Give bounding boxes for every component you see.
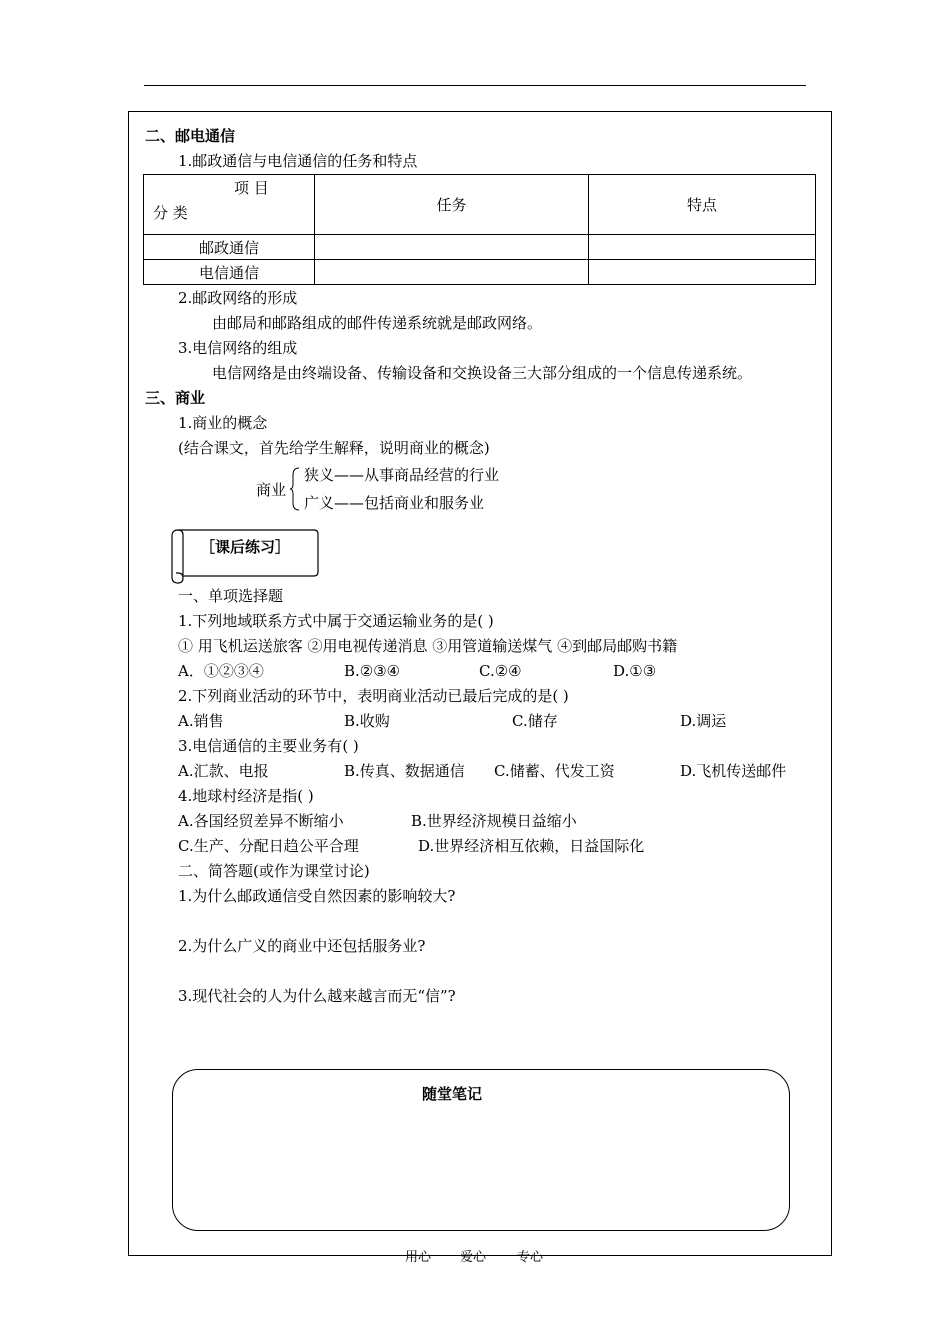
- q2-option-c: C.储存: [512, 712, 558, 730]
- footer-text-2: 爱心: [460, 1250, 487, 1265]
- exercise-banner-title: ［课后练习］: [200, 538, 291, 556]
- q3-option-a: A.汇款、电报: [178, 762, 269, 780]
- q2-option-b: B.收购: [344, 712, 390, 730]
- question-2: 2.下列商业活动的环节中，表明商业活动已最后完成的是( ): [178, 687, 569, 705]
- q4-option-c: C.生产、分配日趋公平合理: [178, 837, 359, 855]
- q3-option-c: C.储蓄、代发工资: [494, 762, 615, 780]
- question-3: 3.电信通信的主要业务有( ): [178, 737, 359, 755]
- q4-option-a: A.各国经贸差异不断缩小: [178, 812, 344, 830]
- question-1: 1.下列地域联系方式中属于交通运输业务的是( ): [178, 612, 494, 630]
- section2-item1: 1.邮政通信与电信通信的任务和特点: [178, 152, 418, 170]
- footer-text-3: 专心: [517, 1250, 544, 1265]
- header-task: 任务: [315, 175, 589, 235]
- section2-item2-text: 由邮局和邮路组成的邮件传递系统就是邮政网络。: [212, 314, 543, 332]
- q1-option-b: B.②③④: [344, 662, 401, 680]
- row-postal: 邮政通信: [144, 235, 315, 260]
- notes-title: 随堂笔记: [422, 1085, 483, 1103]
- question-1-items: ① 用飞机运送旅客 ②用电视传递消息 ③用管道输送煤气 ④到邮局邮购书籍: [178, 637, 678, 655]
- narrow-definition: 狭义——从事商品经营的行业: [304, 466, 500, 484]
- part2-heading: 二、简答题(或作为课堂讨论): [178, 862, 370, 880]
- q4-option-d: D.世界经济相互依赖，日益国际化: [418, 837, 645, 855]
- brace-icon: [290, 467, 300, 511]
- part1-heading: 一、单项选择题: [178, 587, 284, 605]
- row-telecom: 电信通信: [144, 260, 315, 285]
- cell-telecom-task: [315, 260, 589, 285]
- q3-option-d: D.飞机传送邮件: [680, 762, 787, 780]
- short-question-3: 3.现代社会的人为什么越来越言而无“信”?: [178, 987, 456, 1005]
- q2-option-a: A.销售: [178, 712, 224, 730]
- section2-item2: 2.邮政网络的形成: [178, 289, 298, 307]
- question-4: 4.地球村经济是指( ): [178, 787, 314, 805]
- section3-heading: 三、商业: [145, 389, 206, 407]
- cell-telecom-feature: [589, 260, 816, 285]
- q3-option-b: B.传真、数据通信: [344, 762, 465, 780]
- q2-option-d: D.调运: [680, 712, 727, 730]
- broad-definition: 广义——包括商业和服务业: [304, 494, 485, 512]
- commerce-label: 商业: [256, 481, 287, 499]
- cell-postal-feature: [589, 235, 816, 260]
- q1-option-d: D.①③: [613, 662, 657, 680]
- q1-option-c: C.②④: [479, 662, 522, 680]
- header-feature: 特点: [589, 175, 816, 235]
- q1-option-a: A．①②③④: [178, 662, 264, 680]
- comparison-table: [143, 174, 816, 285]
- header-rule: [144, 85, 806, 86]
- table-corner-header: [144, 175, 315, 235]
- section2-item3-text: 电信网络是由终端设备、传输设备和交换设备三大部分组成的一个信息传递系统。: [212, 364, 753, 382]
- header-item-label: 项 目: [234, 179, 269, 197]
- section3-item1: 1.商业的概念: [178, 414, 268, 432]
- cell-postal-task: [315, 235, 589, 260]
- section2-heading: 二、邮电通信: [145, 127, 236, 145]
- footer-text-1: 用心: [405, 1250, 432, 1265]
- q4-option-b: B.世界经济规模日益缩小: [411, 812, 577, 830]
- short-question-1: 1.为什么邮政通信受自然因素的影响较大?: [178, 887, 456, 905]
- section3-note: (结合课文，首先给学生解释，说明商业的概念): [178, 439, 490, 457]
- short-question-2: 2.为什么广义的商业中还包括服务业?: [178, 937, 426, 955]
- section2-item3: 3.电信网络的组成: [178, 339, 298, 357]
- header-category-label: 分 类: [153, 204, 188, 222]
